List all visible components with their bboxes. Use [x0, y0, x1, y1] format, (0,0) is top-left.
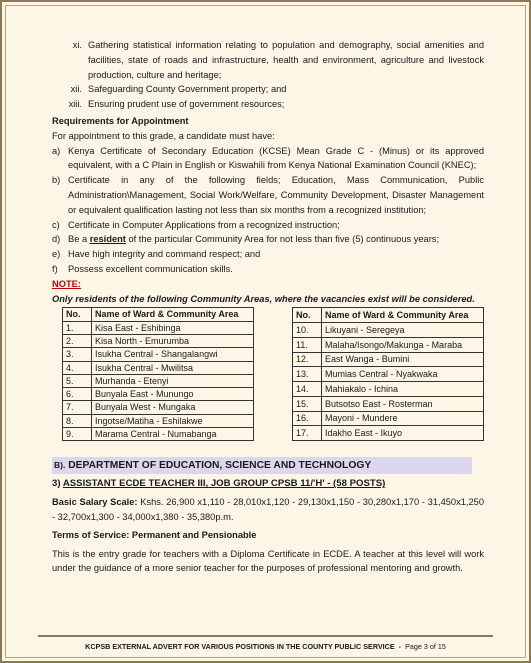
- footer-separator: -: [394, 642, 406, 651]
- department-letter: B).: [54, 460, 66, 471]
- ward-name: Bunyala East - Munungo: [92, 388, 254, 401]
- ward-number: 5.: [63, 374, 92, 387]
- list-marker: e): [52, 249, 61, 260]
- job-title-text: ASSISTANT ECDE TEACHER III, JOB GROUP CPSB 11/'H' - (58 POSTS): [62, 478, 386, 490]
- salary-text: Kshs. 26,900 x1,110 - 28,010x1,120 - 29,130x1,150 - 30,280x1,170 - 31,450x1,250 - 32,700x1,300 - 34,000x1,380 - 35,380p.m.: [52, 497, 484, 522]
- requirements-list: [52, 144, 484, 277]
- ward-number: 7.: [63, 401, 92, 414]
- text-fragment: of the particular Community Area for not less than five (5) continuous years;: [125, 234, 440, 245]
- ward-number: 17.: [293, 426, 322, 441]
- table-row: [63, 348, 254, 361]
- job-title: [52, 477, 484, 492]
- list-item: [52, 173, 484, 217]
- page-content: [52, 38, 484, 576]
- department-heading: [52, 457, 472, 474]
- table-header-row: [63, 308, 254, 321]
- column-header-name: Name of Ward & Community Area: [322, 308, 484, 323]
- note-label: NOTE:: [52, 278, 81, 289]
- ward-number: 14.: [293, 382, 322, 397]
- department-title: DEPARTMENT OF EDUCATION, SCIENCE AND TECHNOLOGY: [65, 460, 372, 472]
- column-header-name: Name of Ward & Community Area: [92, 308, 254, 321]
- ward-number: 9.: [63, 428, 92, 441]
- duties-list: [52, 38, 484, 112]
- ward-name: Marama Central - Numabanga: [92, 428, 254, 441]
- list-marker: d): [52, 234, 61, 245]
- list-marker: c): [52, 219, 60, 230]
- list-item: [52, 218, 484, 233]
- ward-name: Idakho East - Ikuyo: [322, 426, 484, 441]
- ward-number: 6.: [63, 388, 92, 401]
- ward-number: 10.: [293, 323, 322, 338]
- table-row: [293, 396, 484, 411]
- terms-of-service: Terms of Service: Permanent and Pensionable: [52, 529, 257, 540]
- footer-text: KCPSB EXTERNAL ADVERT FOR VARIOUS POSITIONS IN THE COUNTY PUBLIC SERVICE: [85, 642, 395, 651]
- ward-name: Mumias Central - Nyakwaka: [322, 367, 484, 382]
- footer-divider: [38, 635, 493, 637]
- list-item: [52, 232, 484, 247]
- wards-table-right: [292, 307, 484, 441]
- list-text: Kenya Certificate of Secondary Education (KCSE) Mean Grade C - (Minus) or its approved equivalent, with a C Plain in English or Kiswahili from Kenya National Examination Council (KNEC);: [68, 145, 484, 171]
- ward-number: 8.: [63, 414, 92, 427]
- table-row: [293, 411, 484, 426]
- table-row: [63, 334, 254, 347]
- ward-name: Murhanda - Etenyi: [92, 374, 254, 387]
- ward-name: Kisa East - Eshibinga: [92, 321, 254, 334]
- salary-scale: [52, 495, 484, 525]
- ward-name: Malaha/Isongo/Makunga - Maraba: [322, 337, 484, 352]
- list-text: [68, 232, 484, 247]
- list-text: Gathering statistical information relating to population and demography, social amenities and facilities, state of roads and infrastructure, health and environment, agriculture and livestock production, culture and heritage;: [88, 40, 484, 80]
- list-number: xiii.: [68, 99, 82, 110]
- list-item: [52, 247, 484, 262]
- table-row: [63, 374, 254, 387]
- table-row: [293, 426, 484, 441]
- table-row: [293, 323, 484, 338]
- ward-number: 11.: [293, 337, 322, 352]
- list-text: Possess excellent communication skills.: [68, 263, 233, 274]
- list-number: xi.: [72, 40, 82, 50]
- ward-name: Butsotso East - Rosterman: [322, 396, 484, 411]
- ward-name: Mahiakalo - Ichina: [322, 382, 484, 397]
- list-item: [52, 38, 484, 82]
- list-marker: b): [52, 175, 61, 186]
- list-text: Certificate in any of the following fields; Education, Mass Communication, Public Administration\Management, Social Work/Welfare, Community Development, Disaster Management or equivalent qualification lasting not less than six months from a recognized institution;: [68, 175, 484, 215]
- list-marker: f): [52, 263, 58, 274]
- ward-name: Mayoni - Mundere: [322, 411, 484, 426]
- column-header-no: No.: [63, 308, 92, 321]
- note-text: Only residents of the following Community Areas, where the vacancies exist will be considered.: [52, 293, 475, 304]
- list-item: [52, 262, 484, 277]
- table-row: [293, 382, 484, 397]
- table-row: [293, 337, 484, 352]
- table-row: [63, 321, 254, 334]
- ward-number: 3.: [63, 348, 92, 361]
- table-row: [63, 414, 254, 427]
- entry-paragraph: This is the entry grade for teachers with a Diploma Certificate in ECDE. A teacher at this level will work under the guidance of a more senior teacher for the purposes of professional mentoring and growth.: [52, 548, 484, 574]
- ward-name: Isukha Central - Shangalangwi: [92, 348, 254, 361]
- ward-number: 1.: [63, 321, 92, 334]
- list-marker: a): [52, 145, 61, 156]
- requirements-heading: Requirements for Appointment: [52, 115, 189, 126]
- list-item: [52, 144, 484, 174]
- ward-name: Isukha Central - Mwilitsa: [92, 361, 254, 374]
- list-text: Safeguarding County Government property; and: [88, 84, 287, 95]
- page-footer: [2, 642, 529, 651]
- list-text: Have high integrity and command respect; and: [68, 249, 261, 260]
- ward-name: East Wanga - Bumini: [322, 352, 484, 367]
- table-row: [63, 388, 254, 401]
- ward-number: 12.: [293, 352, 322, 367]
- ward-name: Likuyani - Seregeya: [322, 323, 484, 338]
- table-row: [63, 401, 254, 414]
- resident-emphasis: resident: [89, 234, 126, 245]
- ward-number: 2.: [63, 334, 92, 347]
- ward-name: Bunyala West - Mungaka: [92, 401, 254, 414]
- table-row: [293, 367, 484, 382]
- column-header-no: No.: [293, 308, 322, 323]
- salary-label: Basic Salary Scale:: [52, 497, 138, 508]
- table-header-row: [293, 308, 484, 323]
- table-row: [293, 352, 484, 367]
- ward-number: 4.: [63, 361, 92, 374]
- list-text: Ensuring prudent use of government resources;: [88, 99, 285, 110]
- list-item: [52, 82, 484, 97]
- requirements-intro: For appointment to this grade, a candidate must have:: [52, 130, 275, 141]
- page-number: Page 3 of 15: [405, 642, 446, 651]
- list-number: xii.: [70, 84, 82, 95]
- ward-name: Kisa North - Emurumba: [92, 334, 254, 347]
- table-row: [63, 361, 254, 374]
- table-row: [63, 428, 254, 441]
- wards-table-left: [62, 307, 254, 441]
- ward-number: 13.: [293, 367, 322, 382]
- text-fragment: Be a: [68, 234, 90, 245]
- job-number: 3): [52, 478, 61, 490]
- list-text: Certificate in Computer Applications from a recognized instruction;: [68, 219, 340, 230]
- ward-name: Ingotse/Matiha - Eshilakwe: [92, 414, 254, 427]
- ward-number: 15.: [293, 396, 322, 411]
- wards-tables: [52, 307, 484, 441]
- list-item: [52, 97, 484, 112]
- ward-number: 16.: [293, 411, 322, 426]
